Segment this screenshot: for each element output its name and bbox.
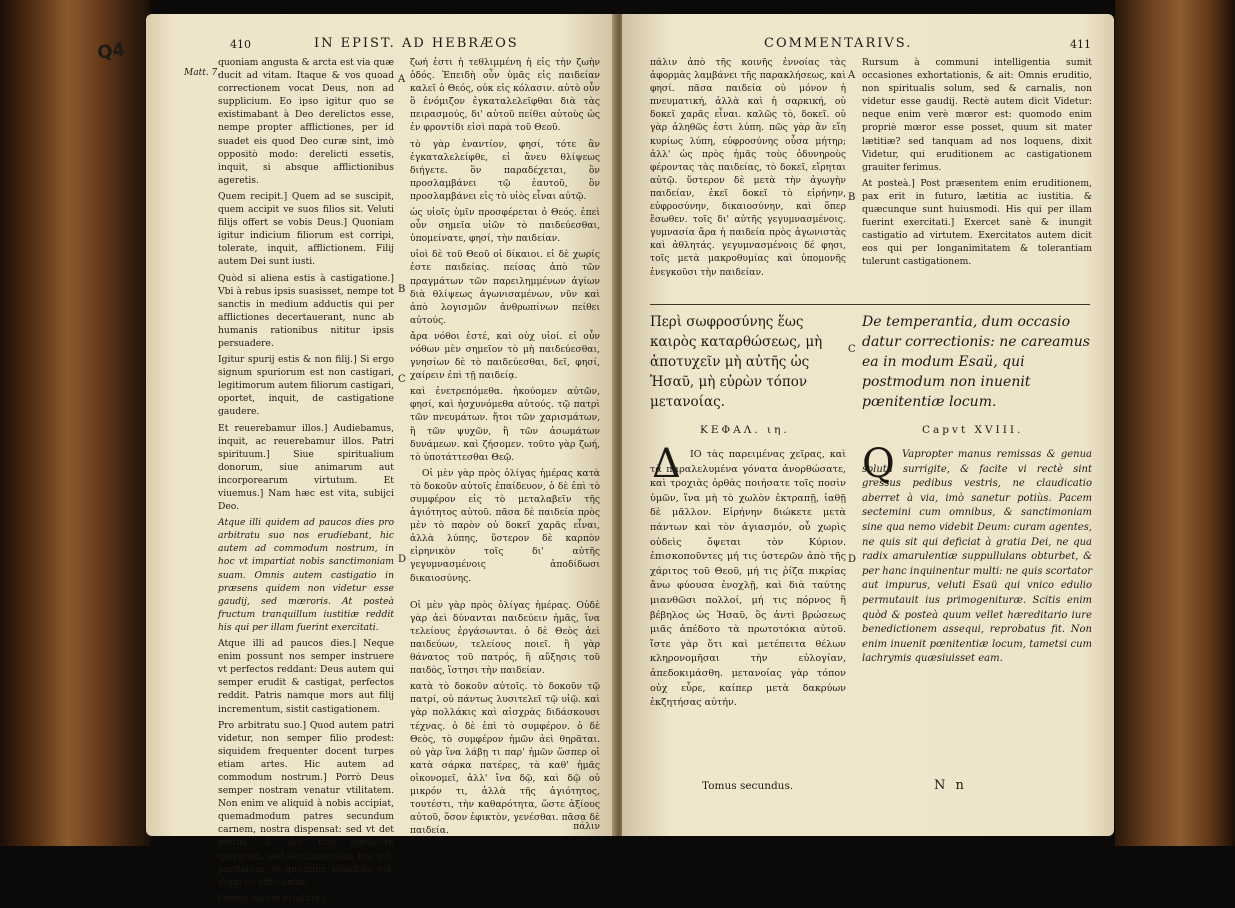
left-book-edge <box>0 0 150 846</box>
left-page <box>146 14 616 904</box>
latin-paragraph: Rursum à communi intelligentia sumit occasiones exhortationis, & ait: Omnis eruditio, non spiritualis solum, sed & carnalis, non videtur esse gaudij. Rectè autem dicit Videtur: neque enim verè mœror est: quomodo enim propriè mœror esse posset, quum sit mater lætitiæ? sed tanquam ad nos loquens, dixit Videtur, qui eruditionem ac castigationem grauiter ferimus. <box>862 57 1092 173</box>
section-letter-d: D <box>848 554 857 565</box>
latin-paragraph: Quòd si aliena estis à castigatione.] Vbi à rebus ipsis suasisset, nempe tot sanctis in medium adductis qui per afflictiones decertauerant, nunc ab humanis rationibus nititur ipsis persuadere. <box>218 272 394 349</box>
greek-paragraph: καὶ ἐνετρεπόμεθα. ἠκούομεν αὐτῶν, φησί, καὶ ἠσχυνόμεθα αὐτούς. τῷ πατρὶ τῶν πνευμάτων. ἤτοι τῶν χαρισμάτων, ἢ τῶν ψυχῶν, ἢ τῶν ἀσωμάτων δυνάμεων. καὶ ζήσομεν. τοῦτο γὰρ ζωή, τὸ ὑποτάττεσθαι Θεῷ. <box>410 386 600 463</box>
drop-cap-greek: Δ <box>652 441 681 487</box>
greek-scripture-column <box>650 448 846 714</box>
page-number: 410 <box>230 38 251 51</box>
greek-paragraph: ἄρα νόθοι ἐστέ, καὶ οὐχ υἱοί. εἰ οὖν νόθων μὲν σημεῖον τὸ μὴ παιδεύεσθαι, γνησίων δὲ τὸ παιδεύεσθαι, δεῖ, φησί, χαίρειν ἐπὶ τῇ παιδείᾳ. <box>410 330 600 382</box>
signature-mark: N n <box>934 778 967 793</box>
chapter-heading-greek: ΚΕΦΑΛ. ιη. <box>700 424 790 436</box>
running-header: COMMENTARIVS. <box>764 36 913 51</box>
chapter-heading-latin: Capvt XVIII. <box>922 424 1024 436</box>
latin-paragraph: Quem recipit.] Quem ad se suscipit, quem accipit ve suos filios sit. Veluti filijs offert se vobis Deus.] Quoniam igitur indicium filiorum est corripi, tolerate, inquit, afflictionem. Filij autem Dei sunt iusti. <box>218 190 394 268</box>
right-page <box>622 14 1114 836</box>
divider-rule <box>650 304 1090 305</box>
latin-commentary-column <box>862 56 1092 272</box>
latin-scripture: Vapropter manus remissas & genua soluta surrigite, & facite vi rectè sint gressus pedibus vestris, ne claudicatio aberret à via, imò sanetur potiùs. Pacem sectemini cum omnibus, & sanctimoniam sine qua nemo videbit Deum: curam agentes, ne quis sit qui deficiat à gratia Dei, ne qua radix amarulentiæ suppullulans obturbet, & per hanc inquinentur multi: ne quis scortator aut impurus, veluti Esaü qui vnico edulio permutauit ius primogenituræ. Scitis enim quòd & posteà quum vellet hæreditario iure benedictionem assequi, reprobatus fit. Non enim inuenit pœnitentiæ locum, tametsi cum lachrymis quæsiuisset eam. <box>862 449 1092 665</box>
greek-paragraph: υἱοὶ δὲ τοῦ Θεοῦ οἱ δίκαιοι. εἰ δὲ χωρίς ἐστε παιδείας. πείσας ἀπὸ τῶν πραγμάτων τῶν παρειλημμένων ἁγίων διὰ θλίψεως ἀγωνισαμένων, νῦν καὶ ἀπὸ λογισμῶν ἀνθρωπίνων πείθει αὐτούς. <box>410 249 600 326</box>
latin-paragraph: Igitur spurij estis & non filij.] Si ergo signum spuriorum est non castigari, legitimorum autem filiorum castigari, oportet, inquit, de castigatione gaudere. <box>218 354 394 418</box>
catchword: πάλιν <box>573 822 600 832</box>
greek-commentary-column <box>650 56 846 282</box>
volume-footer: Tomus secundus. <box>702 780 794 792</box>
greek-paragraph: ζωή ἐστι ἡ τεθλιμμένη ἡ εἰς τὴν ζωὴν ὁδός. Ἐπειδὴ οὖν ὑμᾶς εἰς παιδείαν καλεῖ ὁ Θεός, οὐκ εἰς κόλασιν. αὐτὸ οὖν ὃ ἐνόμιζον ἐγκαταλελεῖφθαι διὰ τὰς πειρασμούς, δι' αὐτοῦ πείθει αὐτοὺς ὡς ἐν φροντίδι εἰσὶ παρὰ τοῦ Θεοῦ. <box>410 57 600 134</box>
latin-paragraph: Atque illi ad paucos dies.] Neque enim possunt nos semper instruere vt perfectos reddant: Deus autem qui semper erudit & castigat, perfectos reddit. Patris namque mors aut filij incrementum, sistit castigationem. <box>218 638 394 715</box>
latin-commentary-column <box>218 56 394 908</box>
page-number: 411 <box>1070 38 1091 51</box>
section-letter-a: A <box>848 70 856 81</box>
greek-paragraph: κατὰ τὸ δοκοῦν αὐτοῖς. τὸ δοκοῦν τῷ πατρί, οὐ πάντως λυσιτελεῖ τῷ υἱῷ. καὶ γὰρ πολλάκις καὶ αἰσχρὰς διδάσκουσι τέχνας. ὁ δὲ ἐπὶ τὸ συμφέρον. ὁ δὲ Θεὸς, τὸ συμφέρον ἡμῶν ἀεὶ θηρᾶται. οὐ γὰρ ἵνα λάβῃ τι παρ' ἡμῶν ὥσπερ οἱ κατὰ σάρκα πατέρες, τὰ καθ' ἡμᾶς οἰκονομεῖ, ἀλλ' ἵνα δῷ, καὶ δῷ οὐ μικρόν τι, ἀλλὰ τῆς ἁγιότητος, τουτέστι, τὴν καθαρότητα, ὥστε ἀξίους αὐτοῦ, ὅσον ἐφικτὸν, γενέσθαι. πᾶσα δὲ παιδεία. <box>410 681 600 837</box>
drop-cap-latin: Q <box>862 441 895 487</box>
latin-paragraph: Pro arbitratu suo.] Quod autem patri videtur, non semper filio prodest: siquidem frequenter docent turpes etiam artes. Hic autem ad commodum nostrum.] Porrò Deus semper nostram venatur vtilitatem. Non enim ve aliquid à nobis accipiat, quemadmodum patres secundum carnem, nostra dispensat: sed vt det potius, & det non mediocre quippiam, sed sanctimoniam, hoc est, puritatem: vt quantum possibile est, digni eo efficiamur. <box>218 719 394 888</box>
greek-verse: Οἱ μὲν γὰρ πρὸς ὀλίγας ἡμέρας κατὰ τὸ δοκοῦν αὐτοῖς ἐπαίδευον, ὁ δὲ ἐπὶ τὸ συμφέρον εἰς τὸ μεταλαβεῖν τῆς ἁγιότητος αὐτοῦ. πᾶσα δὲ παιδεία πρὸς μὲν τὸ παρὸν οὐ δοκεῖ χαρᾶς εἶναι, ἀλλὰ λύπης, ὕστερον δὲ καρπὸν εἰρηνικὸν τοῖς δι' αὐτῆς γεγυμνασμένοις ἀποδίδωσι δικαιοσύνης. <box>410 467 600 584</box>
greek-paragraph: τὸ γὰρ ἐναντίον, φησί, τότε ἂν ἐγκαταλελείφθε, εἰ ἄνευ θλίψεως διήγετε. ὃν παραδέχεται, ὃν προσλαμβάνει τῷ ἑαυτοῦ, ὃν προσλαμβάνει εἰς τὸ υἱὸς εἶναι αὐτῷ. <box>410 138 600 202</box>
section-letter-a: A <box>398 74 406 85</box>
right-book-edge <box>1115 0 1235 846</box>
section-letter-b: B <box>398 284 406 295</box>
greek-commentary-column <box>410 56 600 840</box>
greek-paragraph: Οἱ μὲν γὰρ πρὸς ὀλίγας ἡμέρας. Οὐδὲ γὰρ ἀεὶ δύνανται παιδεύειν ἡμᾶς, ἵνα τελείους ἐργάσωνται. ὁ δὲ Θεὸς ἀεὶ παιδεύων, τελείους ποιεῖ. ἢ γὰρ θάνατος τοῦ πατρός, ἢ αὔξησις τοῦ παιδὸς, ἵστησι τὴν παιδείαν. <box>410 599 600 677</box>
greek-paragraph: ὡς υἱοῖς ὑμῖν προσφέρεται ὁ Θεός. ἐπεὶ οὖν σημεῖα υἱῶν τὸ παιδεύεσθαι, ὑπομείνατε, φησί, τὴν παιδείαν. <box>410 207 600 245</box>
running-header: IN EPIST. AD HEBRÆOS <box>314 36 519 51</box>
section-letter-b: B <box>848 192 856 203</box>
latin-paragraph: At posteà.] Post præsentem enim eruditionem, pax erit in futuro, lætitia ac iustitia. & quæcunque sunt huiusmodi. His qui per illam fuerint exercitati.] Exercet sanè & inungit castigatio ad virtutem. Exercitatos autem dicit eos qui per longanimitatem & tolerantiam tulerunt castigationem. <box>862 177 1092 268</box>
greek-scripture: ΙΟ τὰς παρειμένας χεῖρας, καὶ τὰ παραλελυμένα γόνατα ἀνορθώσατε, καὶ τροχιὰς ὀρθὰς ποιήσατε τοῖς ποσὶν ὑμῶν, ἵνα μὴ τὸ χωλὸν ἐκτραπῇ, ἰαθῇ δὲ μᾶλλον. Εἰρήνην διώκετε μετὰ πάντων καὶ τὸν ἁγιασμόν, οὗ χωρὶς οὐδεὶς ὄψεται τὸν Κύριον. ἐπισκοποῦντες μή τις ὑστερῶν ἀπὸ τῆς χάριτος τοῦ Θεοῦ, μή τις ῥίζα πικρίας ἄνω φύουσα ἐνοχλῇ, καὶ διὰ ταύτης μιανθῶσι πολλοί, μή τις πόρνος ἢ βέβηλος ὡς Ἡσαῦ, ὃς ἀντὶ βρώσεως μιᾶς ἀπέδοτο τὰ πρωτοτόκια αὐτοῦ. ἴστε γὰρ ὅτι καὶ μετέπειτα θέλων κληρονομῆσαι τὴν εὐλογίαν, ἀπεδοκιμάσθη. μετανοίας γὰρ τόπον οὐχ εὗρε, καίπερ μετὰ δακρύων ἐκζητήσας αὐτήν. <box>650 449 846 709</box>
latin-verse: Atque illi quidem ad paucos dies pro arbitratu suo nos erudiebant, hic autem ad commodum nostrum, in hoc vt impartiat nobis sanctimoniam suam. Omnis autem castigatio in præsens quidem non videtur esse gaudij, sed mœroris. At posteà fructum tranquillum iustitiæ reddit his qui per illam fuerint exercitati. <box>218 517 394 633</box>
section-letter-c: C <box>848 344 856 355</box>
chapter-title-greek: Περὶ σωφροσύνης ἕως καιρὸς καταρθώσεως, μὴ ἀποτυχεῖν μὴ αὐτῆς ὡς Ἡσαῦ, μὴ εὑρὼν τόπον μετανοίας. <box>650 314 823 410</box>
greek-paragraph: πάλιν ἀπὸ τῆς κοινῆς ἐννοίας τὰς ἀφορμὰς λαμβάνει τῆς παρακλήσεως, καὶ φησί. πᾶσα παιδεία οὐ μόνον ἡ πνευματική, ἀλλὰ καὶ ἡ σαρκική, οὐ δοκεῖ χαρᾶς εἶναι. καλῶς τὸ, δοκεῖ. οὐ γὰρ ἀληθῶς ἐστι λύπη. πῶς γὰρ ἂν εἴη κυρίως λύπη, εὐφροσύνης οὖσα μήτηρ; ἀλλ' ὡς πρὸς ἡμᾶς τοὺς ὀδυνηροὺς φέροντας τὰς παιδείας, τὸ δοκεῖ, εἴρηται αὐτῷ. ὕστερον δὲ μετὰ τὴν ἀγωγὴν παιδείαν, ἐκεῖ δοκεῖ τὸ εἰρήνην, εὐφροσύνην, δικαιοσύνην, καὶ ὅπερ ἔσωθεν. τοῖς δι' αὐτῆς γεγυμνασμένοις. γυμνασία ἄρα ἡ παιδεία πρὸς ἀγωνιστὰς καὶ ἀθλητάς. γεγυμνασμένοις δέ φησι, τοῖς μετὰ μακροθυμίας καὶ ὑπομονῆς ἐνεγκοῦσι τὴν παιδείαν. <box>650 57 846 278</box>
spine-tab: Q4 <box>96 39 127 64</box>
latin-scripture-column <box>862 448 1092 670</box>
margin-reference: Matt. 7. <box>184 68 221 78</box>
section-letter-d: D <box>398 554 407 565</box>
chapter-title-latin: De temperantia, dum occasio datur correctionis: ne careamus ea in modum Esaü, qui postmodum non inuenit pœnitentiæ locum. <box>862 314 1090 410</box>
latin-paragraph: Omnis autem eruditio.] <box>218 892 326 904</box>
section-letter-c: C <box>398 374 406 385</box>
latin-paragraph: quoniam angusta & arcta est via quæ ducit ad vitam. Itaque & vos quoad correctionem vocat Deus, non ad supplicium. Eo ipso igitur quo se existimabant à Deo derelictos esse, nempe propter afflictiones, per id suadet eis quod Deo curæ sint, imò oppositò modo: derelicti essetis, inquit, si absque afflictionibus ageretis. <box>218 57 394 186</box>
latin-paragraph: Et reuerebamur illos.] Audiebamus, inquit, ac reuerebamur illos. Patri spirituum.] Siue spiritualium donorum, siue animarum aut incorporearum virtutum. Et viuemus.] Nam hæc est vita, subijci Deo. <box>218 422 394 513</box>
